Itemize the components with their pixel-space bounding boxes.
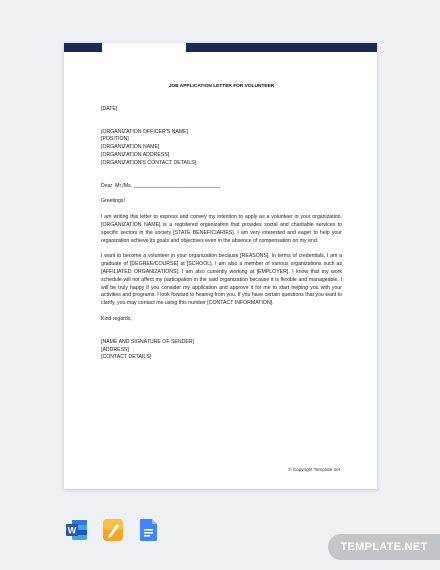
copyright-text: © Copyright Template.net [288, 467, 340, 472]
recipient-line: [ORGANIZATION OFFICER'S NAME] [101, 128, 189, 135]
template-net-badge[interactable]: TEMPLATE.NET [328, 534, 440, 560]
recipient-line: [ORGANIZATION ADDRESS] [101, 151, 170, 158]
letter-content [101, 83, 342, 362]
greeting: Greetings! [101, 198, 125, 205]
header-bar-right [186, 43, 377, 52]
paragraph-intro: I am writing this letter to express and convey my intention to apply as a volunteer in your organization. [ORGANIZATION NAME] is a registered organization that provides social and charitable services to specific sectors in the society [STATE BENEFICIARIES]. I am very interested and eager to help your organization achieve its goals and objectives even in the absence of compensation on my end. [101, 214, 342, 244]
recipient-line: [POSITION] [101, 136, 129, 143]
salutation: Dear Mr./Ms. ______________________________. [101, 182, 222, 189]
letter-page [64, 43, 377, 489]
sender-line: [ADDRESS] [101, 346, 129, 353]
sender-line: [NAME AND SIGNATURE OF SENDER] [101, 338, 195, 345]
document-title: JOB APPLICATION LETTER FOR VOLUNTEER [168, 84, 275, 89]
word-icon[interactable] [66, 518, 88, 542]
sender-line: [CONTACT DETAILS] [101, 354, 152, 361]
recipient-line: [ORGANIZATION'S CONTACT DETAILS] [101, 159, 197, 166]
sender-block [101, 339, 342, 362]
closing: Kind regards, [101, 315, 132, 322]
app-icons [66, 518, 160, 542]
header-bar-left [64, 43, 102, 52]
paragraph-reasons: I want to become a volunteer in your organization because [REASONS]. In terms of credentials, I am a graduate of [DEGREE/COURSE] at [SCHOOL]. I am also a member of various organizations such as [AFFILIATED ORGANIZATIONS]. I am also currently working at [EMPLOYER]. I know that my work schedule will not affect my participation in the said organization because it is flexible and manageable. I will be truly happy if you consider my application and approve it for me to start helping you with your activities and programs. I look forward to hearing from you. If you have certain questions that you want to clarify, you may contact me using this number [CONTACT INFORMATION]. [101, 253, 342, 307]
pages-icon[interactable] [102, 518, 124, 542]
recipient-block [101, 129, 342, 168]
google-docs-icon[interactable] [138, 518, 160, 542]
recipient-line: [ORGANIZATION NAME] [101, 144, 160, 151]
date-field: [DATE] [101, 105, 118, 112]
word-letter: W [67, 525, 77, 536]
